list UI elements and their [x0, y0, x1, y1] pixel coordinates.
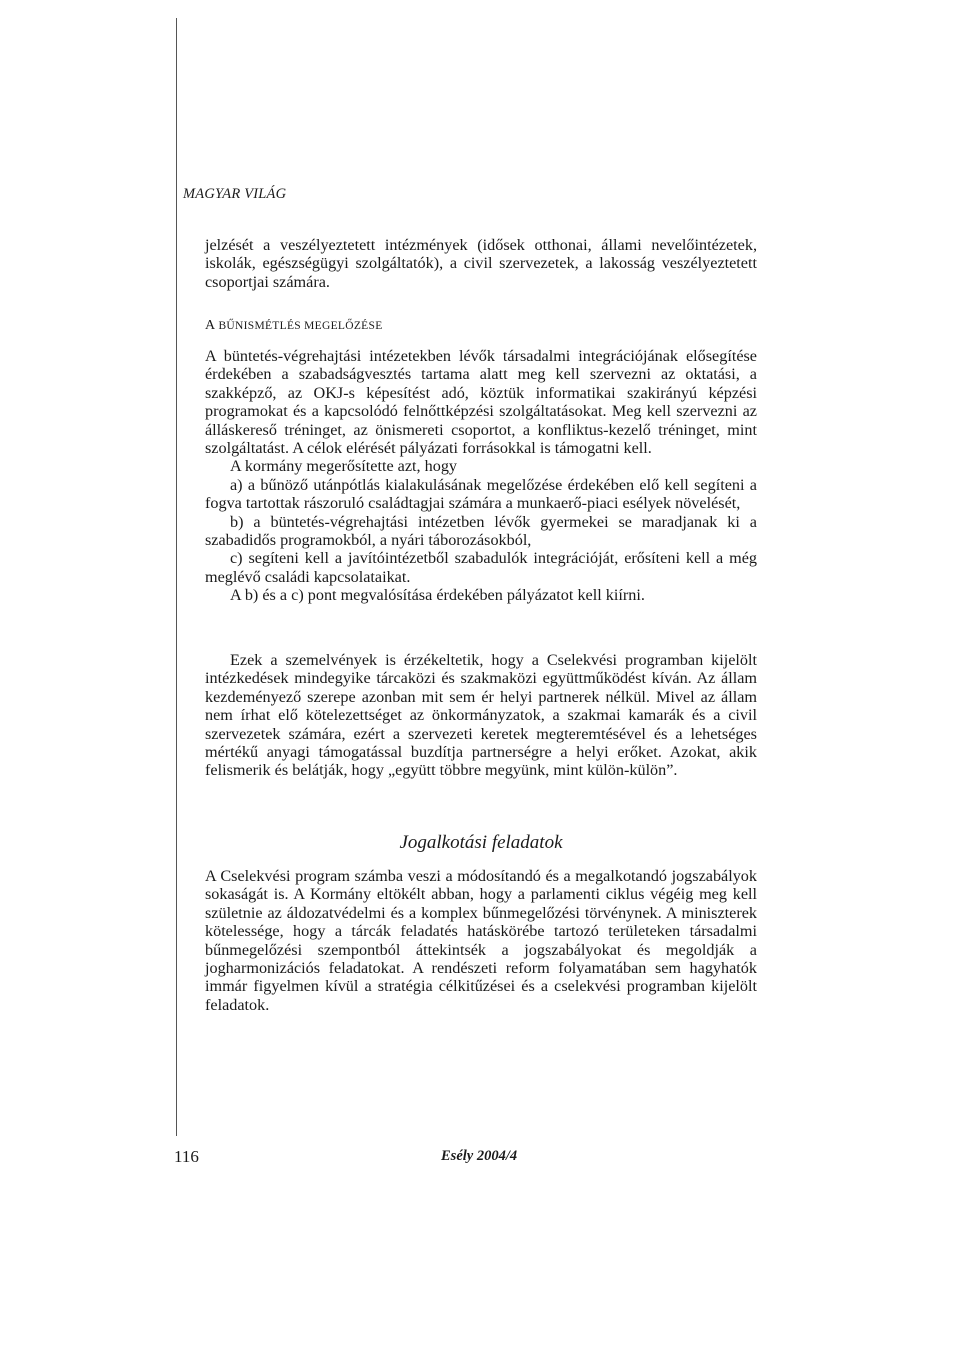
- page-number: 116: [174, 1147, 199, 1166]
- intro-paragraph: jelzését a veszélyeztetett intézmények (idősek otthonai, állami nevelőintézetek, iskolák, egészségügyi szolgáltatók), a civil szervezetek, a lakosság veszélyeztetett csoportjai számára.: [205, 236, 757, 291]
- journal-footer: Esély 2004/4: [441, 1148, 518, 1164]
- section-paragraph: A b) és a c) pont megvalósítása érdekében pályázatot kell kiírni.: [230, 586, 645, 605]
- section-heading: [205, 318, 383, 334]
- list-item-b: b) a büntetés-végrehajtási intézetben lévők gyermekei se maradjanak ki a szabadidős programokból, a nyári táborozásokból,: [205, 512, 757, 550]
- section-heading-initial: A: [205, 318, 219, 333]
- section-body: [205, 347, 757, 605]
- subheading: Jogalkotási feladatok: [399, 832, 563, 853]
- legislation-paragraph: A Cselekvési program számba veszi a módosítandó és a megalkotandó jogszabályok sokaságát is. A Kormány eltökélt abban, hogy a parlamenti ciklus végéig meg kell születnie az áldozatvédelmi és a komplex bűnmegelőzési törvénynek. A miniszterek kötelessége, hogy a tárcák feladatés hatáskörébe tartozó területeken társadalmi bűnmegelőzési szempontból áttekintsék a jogszabályokat és megoldják a jogharmonizációs feladatokat. A rendészeti reform folyamatában sem hagyhatók immár figyelmen kívül a stratégia célkitűzései és a cselekvési programban kijelölt feladatok.: [205, 867, 757, 1014]
- margin-rule: [176, 18, 177, 1136]
- section-heading-rest: BŰNISMÉTLÉS MEGELŐZÉSE: [218, 320, 383, 332]
- list-item-a: a) a bűnöző utánpótlás kialakulásának megelőzése érdekében elő kell segíteni a fogva tartottak rászoruló családtagjai számára a munkaerő-piaci esélyek növelését,: [205, 475, 757, 513]
- running-header: MAGYAR VILÁG: [183, 186, 287, 202]
- section-paragraph: A büntetés-végrehajtási intézetekben lévők társadalmi integrációjának elősegítése érdekében a szabadságvesztés tartama alatt meg kell szervezni az oktatási, a szakképző, az OKJ-s képesítést adó, köztük informatikai szakirányú képzési programokat és a kapcsolódó felnőttképzési szolgáltatásokat. Meg kell szervezni az álláskereső tréninget, az önismereti csoportot, a konfliktus-kezelő tréninget, mint szolgáltatást. A célok elérését pályázati forrásokkal is támogatni kell.: [205, 347, 757, 458]
- list-item-c: c) segíteni kell a javítóintézetből szabadulók integrációját, erősíteni kell a még meglévő családi kapcsolataikat.: [205, 549, 757, 586]
- closing-paragraph: Ezek a szemelvények is érzékeltetik, hogy a Cselekvési programban kijelölt intézkedések mindegyike tárcaközi és szakmaközi együttműködést kíván. Az állam kezdeményező szerepe azonban mit sem ér helyi partnerek nélkül. Mivel az állam nem írhat elő kötelezettséget az önkormányzatok, a szakmai kamarák és a civil szervezetek számára, ezért a szervezeti keretek megteremtésével és a lehetséges mértékű anyagi támogatással buzdítja partnerségre a helyi erőket. Azokat, akik felismerik és belátják, hogy „együtt többre megyünk, mint külön-külön”.: [205, 651, 757, 780]
- section-paragraph: A kormány megerősítette azt, hogy: [230, 457, 458, 476]
